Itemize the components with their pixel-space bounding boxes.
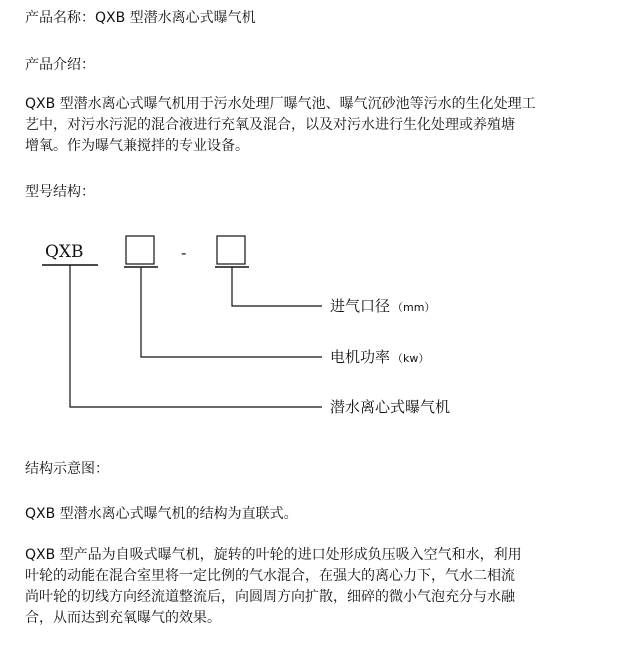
- power-label: 电机功率: [330, 348, 391, 366]
- description-line: 合，从而达到充氧曝气的效果。: [25, 610, 221, 626]
- type-connector: [70, 265, 322, 407]
- intro-line: 增氧。作为曝气兼搅拌的专业设备。: [25, 138, 249, 154]
- description-line: 叶轮的动能在混合室里将一定比例的气水混合，在强大的离心力下，气水二相流: [25, 568, 515, 584]
- model-code: QXB: [45, 242, 84, 262]
- inlet-label: 进气口径: [330, 297, 391, 315]
- product-name: 产品名称：QXB 型潜水离心式曝气机: [25, 10, 256, 26]
- description-line: QXB 型产品为自吸式曝气机，旋转的叶轮的进口处形成负压吸入空气和水，利用: [25, 547, 522, 563]
- dash: -: [181, 244, 187, 262]
- structure-text: QXB 型潜水离心式曝气机的结构为直联式。: [25, 506, 298, 522]
- inlet-unit: （mm）: [392, 301, 436, 314]
- model-heading: 型号结构：: [25, 184, 95, 200]
- type-label: 潜水离心式曝气机: [330, 398, 451, 416]
- schematic-heading: 结构示意图：: [25, 461, 109, 477]
- inlet-connector: [232, 267, 322, 306]
- intro-line: QXB 型潜水离心式曝气机用于污水处理厂曝气池、曝气沉砂池等污水的生化处理工: [25, 96, 536, 112]
- intro-heading: 产品介绍：: [25, 57, 95, 73]
- power-box: [126, 236, 154, 264]
- description-paragraph: [25, 545, 605, 629]
- intro-line: 艺中，对污水污泥的混合液进行充氧及混合，以及对污水进行生化处理或养殖塘: [25, 117, 515, 133]
- power-unit: （kw）: [392, 352, 430, 365]
- inlet-box: [217, 236, 245, 264]
- description-line: 尚叶轮的切线方向经流道整流后，向圆周方向扩散，细碎的微小气泡充分与水融: [25, 589, 515, 605]
